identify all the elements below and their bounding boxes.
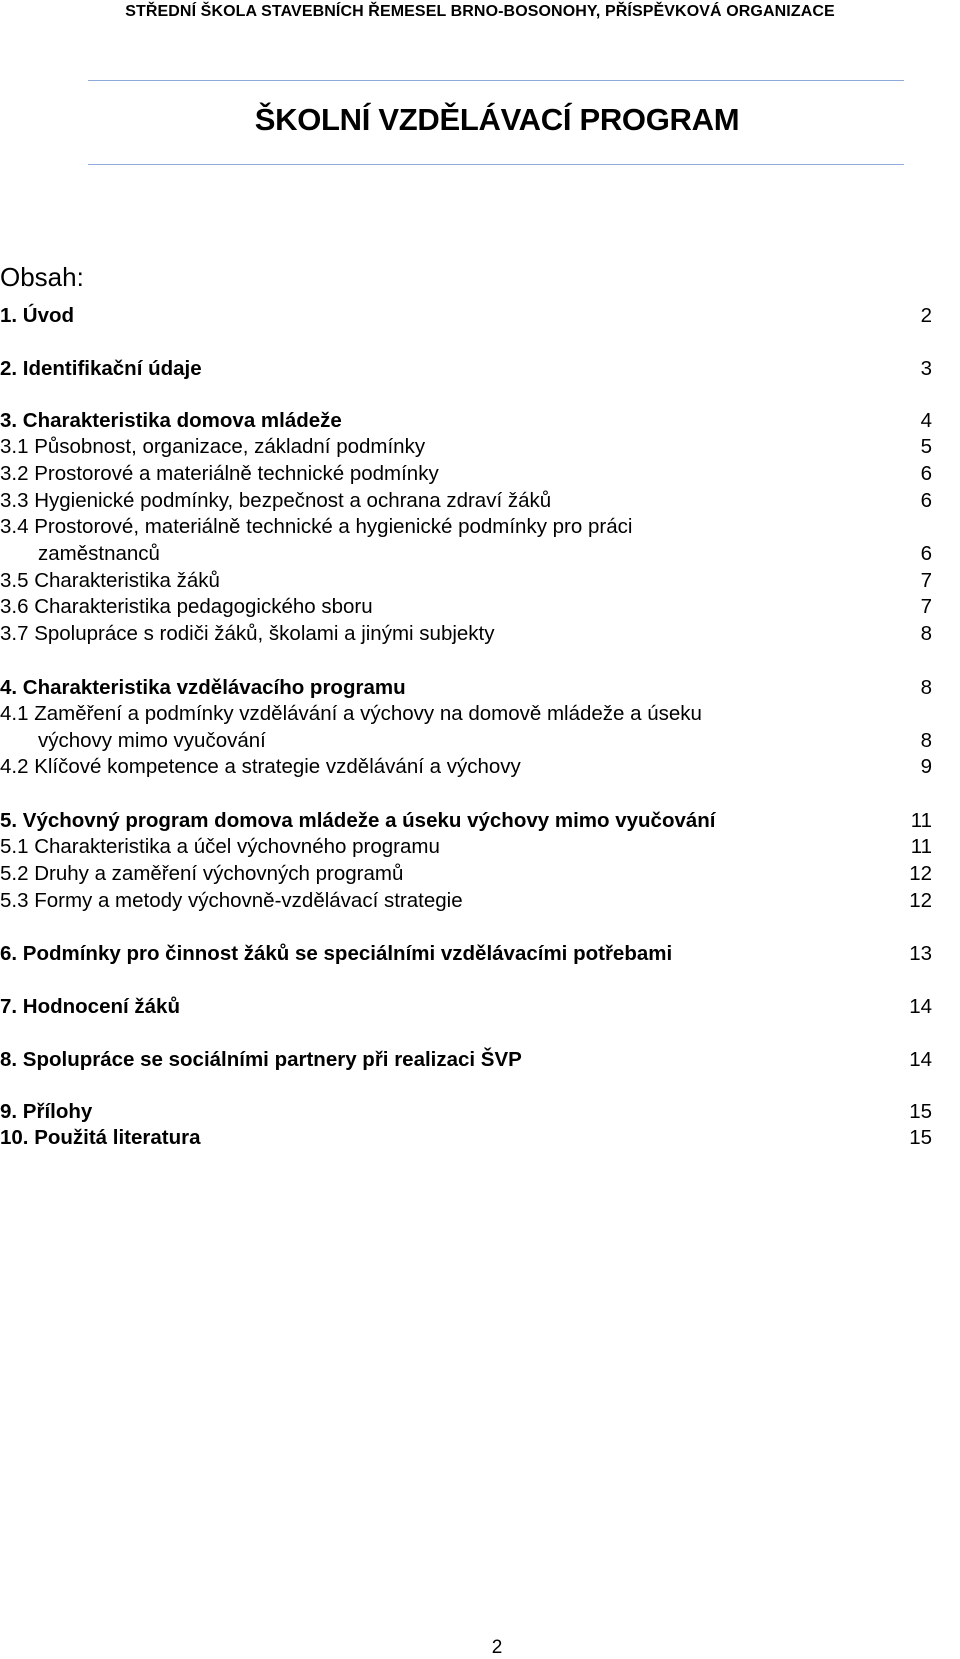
toc-entry-page: 6 <box>920 489 932 512</box>
toc-entry-page: 2 <box>920 304 932 327</box>
toc-entry-label: 2. Identifikační údaje <box>0 357 202 380</box>
toc-entry <box>0 302 932 330</box>
footer-page-number: 2 <box>491 1637 503 1658</box>
toc-entry-label: 3. Charakteristika domova mládeže <box>0 409 342 432</box>
toc-entry-page: 15 <box>909 1126 932 1149</box>
toc-entry <box>0 460 932 488</box>
toc-entry <box>0 513 932 541</box>
toc-entry-label: 5. Výchovný program domova mládeže a úseku výchovy mimo vyučování <box>0 809 716 832</box>
toc-entry <box>0 593 932 621</box>
toc-entry <box>0 807 932 835</box>
toc-heading: Obsah: <box>0 262 84 292</box>
toc-entry-page: 6 <box>920 542 932 565</box>
toc-entry <box>0 700 932 728</box>
toc-entry-page: 8 <box>920 676 932 699</box>
toc-entry-label: 3.3 Hygienické podmínky, bezpečnost a ochrana zdraví žáků <box>0 489 552 512</box>
toc-entry <box>0 727 932 755</box>
toc-entry-label: 9. Přílohy <box>0 1100 93 1123</box>
toc-entry <box>0 1098 932 1126</box>
toc-entry <box>0 567 932 595</box>
toc-entry <box>0 540 932 568</box>
toc-entry <box>0 1124 932 1152</box>
toc-entry-label: 8. Spolupráce se sociálními partnery při realizaci ŠVP <box>0 1048 522 1071</box>
toc-entry-label: 4. Charakteristika vzdělávacího programu <box>0 676 406 699</box>
toc-entry-label: 5.3 Formy a metody výchovně-vzdělávací strategie <box>0 889 463 912</box>
toc-entry-label: zaměstnanců <box>38 542 160 565</box>
toc-entry <box>0 1046 932 1074</box>
toc-entry <box>0 674 932 702</box>
toc-entry-label: 6. Podmínky pro činnost žáků se speciálními vzdělávacími potřebami <box>0 942 673 965</box>
toc-entry-label: 5.1 Charakteristika a účel výchovného programu <box>0 835 440 858</box>
toc-entry-page: 7 <box>920 595 932 618</box>
toc-entry-page: 14 <box>909 1048 932 1071</box>
toc-entry-label: 1. Úvod <box>0 304 75 327</box>
toc-entry-label: 3.7 Spolupráce s rodiči žáků, školami a jinými subjekty <box>0 622 495 645</box>
toc-entry-label: 3.5 Charakteristika žáků <box>0 569 220 592</box>
toc-entry <box>0 993 932 1021</box>
toc-entry <box>0 487 932 515</box>
toc-entry-page: 5 <box>920 435 932 458</box>
toc-entry <box>0 355 932 383</box>
toc-entry-page: 13 <box>909 942 932 965</box>
toc-entry-page: 14 <box>909 995 932 1018</box>
toc-entry <box>0 833 932 861</box>
toc-entry-page: 11 <box>910 809 932 832</box>
toc-entry-label: 4.1 Zaměření a podmínky vzdělávání a výchovy na domově mládeže a úseku <box>0 702 702 725</box>
toc-entry-page: 6 <box>920 462 932 485</box>
toc-entry-label: 3.6 Charakteristika pedagogického sboru <box>0 595 373 618</box>
page-header: STŘEDNÍ ŠKOLA STAVEBNÍCH ŘEMESEL BRNO-BOSONOHY, PŘÍSPĚVKOVÁ ORGANIZACE <box>125 3 835 20</box>
toc-entry <box>0 407 932 435</box>
toc-entry-page: 3 <box>920 357 932 380</box>
toc-entry-page: 8 <box>920 729 932 752</box>
toc-entry <box>0 860 932 888</box>
toc-entry-label: 3.4 Prostorové, materiálně technické a hygienické podmínky pro práci <box>0 515 633 538</box>
toc-entry <box>0 887 932 915</box>
toc-entry-label: výchovy mimo vyučování <box>38 729 266 752</box>
toc-entry <box>0 753 932 781</box>
toc-entry-label: 7. Hodnocení žáků <box>0 995 180 1018</box>
toc-entry-label: 4.2 Klíčové kompetence a strategie vzdělávání a výchovy <box>0 755 521 778</box>
toc-entry <box>0 620 932 648</box>
toc-entry-page: 7 <box>920 569 932 592</box>
toc-entry-page: 9 <box>920 755 932 778</box>
toc-entry-page: 15 <box>909 1100 932 1123</box>
toc-entry <box>0 940 932 968</box>
toc-entry-label: 10. Použitá literatura <box>0 1126 201 1149</box>
toc-entry-page: 4 <box>920 409 932 432</box>
toc-entry-page: 12 <box>909 889 932 912</box>
toc-entry-page: 11 <box>910 835 932 858</box>
toc-entry <box>0 433 932 461</box>
toc-entry-label: 5.2 Druhy a zaměření výchovných programů <box>0 862 404 885</box>
toc-entry-label: 3.2 Prostorové a materiálně technické podmínky <box>0 462 439 485</box>
toc-entry-label: 3.1 Působnost, organizace, základní podmínky <box>0 435 426 458</box>
toc-entry-page: 12 <box>909 862 932 885</box>
toc-entry-page: 8 <box>920 622 932 645</box>
document-title: ŠKOLNÍ VZDĚLÁVACÍ PROGRAM <box>254 102 740 137</box>
